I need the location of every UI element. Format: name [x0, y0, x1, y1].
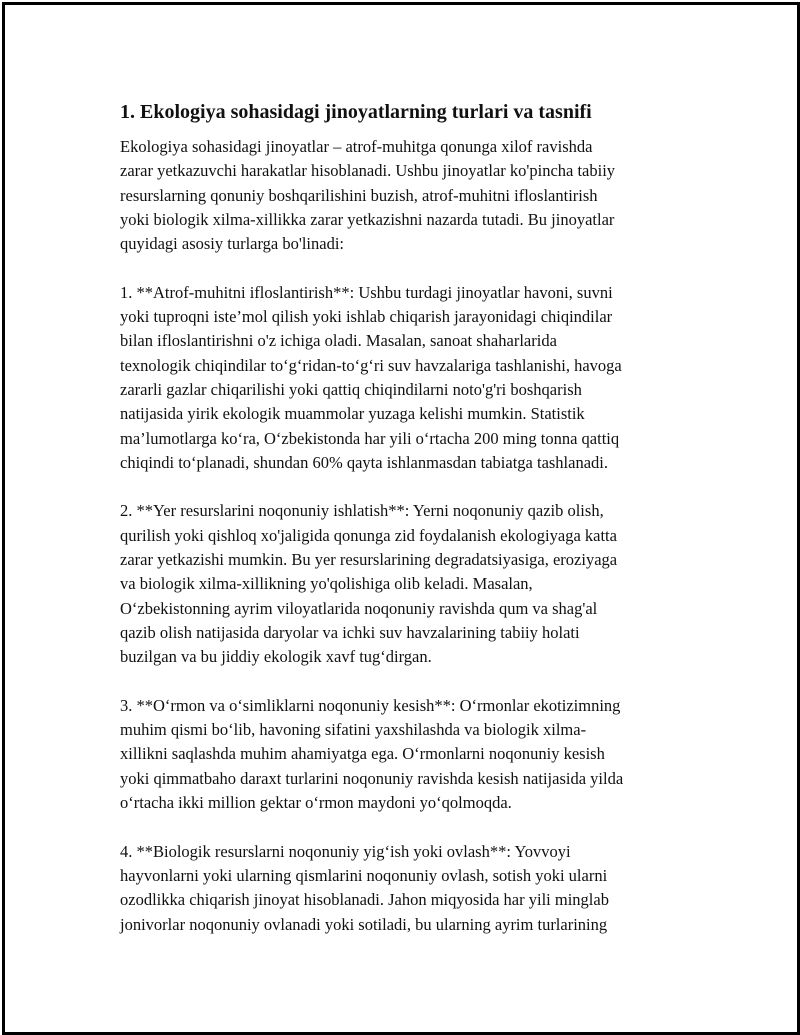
document-body	[120, 99, 690, 961]
text-line: resurslarning qonuniy boshqarilishini buzish, atrof-muhitni ifloslantirish	[120, 185, 598, 205]
text-line: O‘zbekistonning ayrim viloyatlarida noqonuniy ravishda qum va shag'al	[120, 598, 598, 618]
text-line: muhim qismi bo‘lib, havoning sifatini yaxshilashda va biologik xilma-	[120, 720, 587, 740]
text-line: yoki tuproqni iste’mol qilish yoki ishlab chiqarish jarayonidagi chiqindilar	[120, 307, 613, 327]
text-line: quyidagi asosiy turlarga bo'linadi:	[120, 234, 345, 254]
text-line: 2. **Yer resurslarini noqonuniy ishlatish**: Yerni noqonuniy qazib olish,	[120, 501, 604, 521]
text-line: bilan ifloslantirishni o'z ichiga oladi. Masalan, sanoat shaharlarida	[120, 331, 557, 351]
text-line: jonivorlar noqonuniy ovlanadi yoki sotiladi, bu ularning ayrim turlarining	[120, 914, 608, 934]
text-line: xillikni saqlashda muhim ahamiyatga ega. O‘rmonlarni noqonuniy kesish	[120, 744, 605, 764]
paragraph-item-2	[120, 499, 690, 669]
text-line: va biologik xilma-xillikning yo'qolishiga olib keladi. Masalan,	[120, 574, 533, 594]
paragraph-item-1	[120, 281, 690, 475]
text-line: Ekologiya sohasidagi jinoyatlar – atrof-muhitga qonunga xilof ravishda	[120, 137, 593, 156]
text-line: texnologik chiqindilar to‘g‘ridan-to‘g‘ri suv havzalariga tashlanishi, havoga	[120, 355, 622, 375]
text-line: o‘rtacha ikki million gektar o‘rmon maydoni yo‘qolmoqda.	[120, 793, 512, 813]
text-line: zarar yetkazishi mumkin. Bu yer resurslarining degradatsiyasiga, eroziyaga	[120, 550, 618, 570]
text-line: qurilish yoki qishloq xo'jaligida qonunga zid foydalanish ekologiyaga katta	[120, 525, 617, 545]
text-line: hayvonlarni yoki ularning qismlarini noqonuniy ovlash, sotish yoki ularni	[120, 865, 608, 885]
section-heading: 1. Ekologiya sohasidagi jinoyatlarning turlari va tasnifi	[120, 101, 592, 123]
paragraph-intro	[120, 135, 690, 256]
text-line: qazib olish natijasida daryolar va ichki suv havzalarining tabiiy holati	[120, 622, 580, 642]
text-line: buzilgan va bu jiddiy ekologik xavf tug‘dirgan.	[120, 647, 432, 667]
text-line: ma’lumotlarga ko‘ra, O‘zbekistonda har yili o‘rtacha 200 ming tonna qattiq	[120, 428, 620, 448]
text-line: ozodlikka chiqarish jinoyat hisoblanadi. Jahon miqyosida har yili minglab	[120, 890, 609, 910]
text-line: zarar yetkazuvchi harakatlar hisoblanadi. Ushbu jinoyatlar ko'pincha tabiiy	[120, 161, 616, 181]
page-frame	[2, 2, 800, 1035]
text-line: yoki qimmatbaho daraxt turlarini noqonuniy ravishda kesish natijasida yilda	[120, 768, 624, 788]
text-line: 3. **O‘rmon va o‘simliklarni noqonuniy kesish**: O‘rmonlar ekotizimning	[120, 695, 621, 715]
paragraph-item-4	[120, 840, 690, 937]
text-line: 1. **Atrof-muhitni ifloslantirish**: Ushbu turdagi jinoyatlar havoni, suvni	[120, 282, 613, 302]
text-line: yoki biologik xilma-xillikka zarar yetkazishni nazarda tutadi. Bu jinoyatlar	[120, 209, 615, 229]
paragraph-item-3	[120, 694, 690, 815]
text-line: 4. **Biologik resurslarni noqonuniy yig‘ish yoki ovlash**: Yovvoyi	[120, 841, 571, 861]
text-line: zararli gazlar chiqarilishi yoki qattiq chiqindilarni noto'g'ri boshqarish	[120, 379, 582, 399]
text-line: natijasida yirik ekologik muammolar yuzaga kelishi mumkin. Statistik	[120, 404, 585, 424]
text-line: chiqindi to‘planadi, shundan 60% qayta ishlanmasdan tabiatga tashlanadi.	[120, 452, 608, 472]
